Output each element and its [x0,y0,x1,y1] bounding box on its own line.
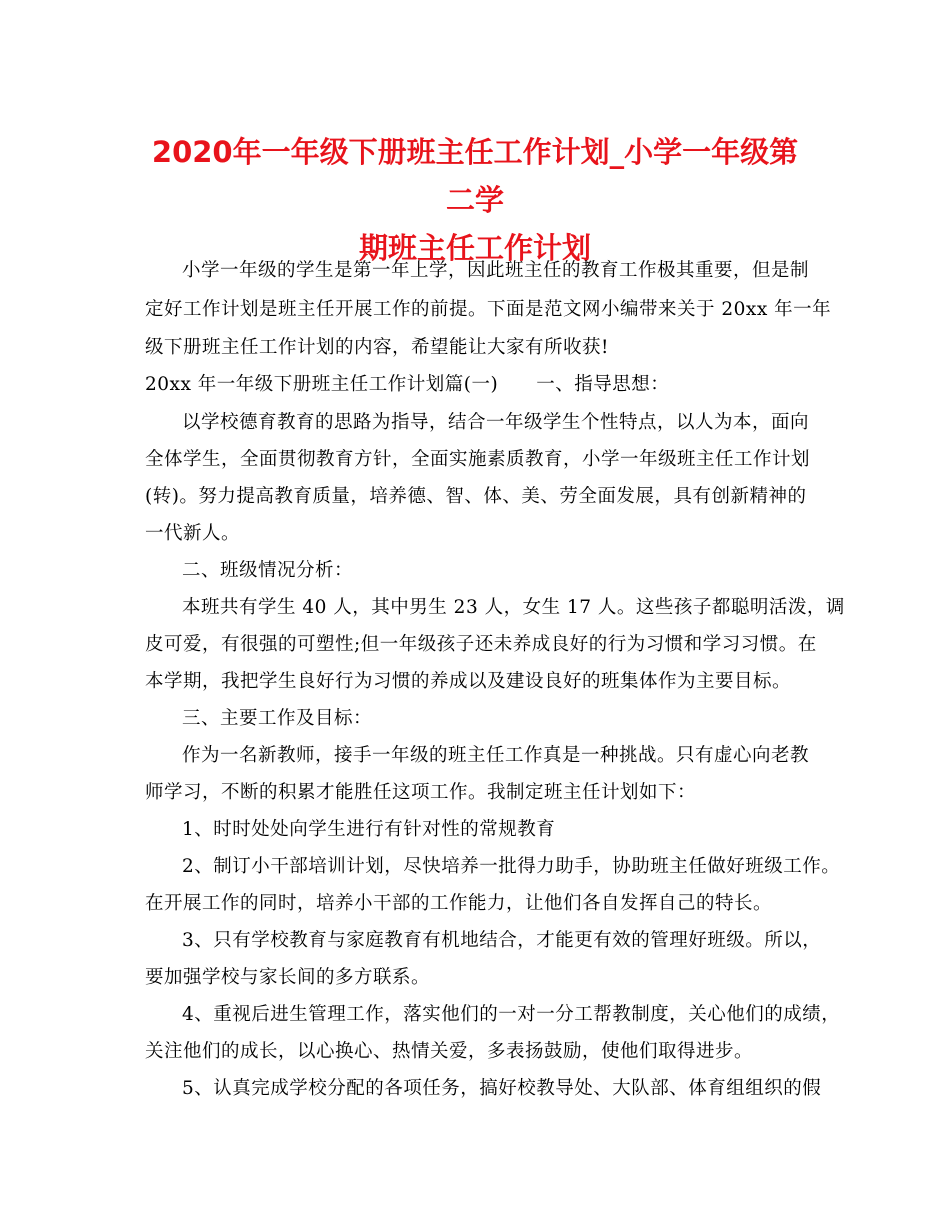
list-item: 3、只有学校教育与家庭教育有机地结合，才能更有效的管理好班级。所以， [182,930,822,951]
body-line: 本学期，我把学生良好行为习惯的养成以及建设良好的班集体作为主要目标。 [145,671,792,692]
body-line: 皮可爱，有很强的可塑性;但一年级孩子还未养成良好的行为习惯和学习习惯。在 [145,634,817,655]
title-line-2: 期班主任工作计划 [358,231,591,265]
body-line: 要加强学校与家长间的多方联系。 [145,967,431,988]
body-line: (转)。努力提高教育质量，培养德、智、体、美、劳全面发展，具有创新精神的 [145,486,807,507]
body-line: 本班共有学生 40 人，其中男生 23 人，女生 17 人。这些孩子都聪明活泼，调 [182,597,845,618]
body-line: 以学校德育教育的思路为指导，结合一年级学生个性特点，以人为本，面向 [182,412,810,433]
body-line: 小学一年级的学生是第一年上学，因此班主任的教育工作极其重要，但是制 [182,260,810,281]
section-heading: 20xx 年一年级下册班主任工作计划篇(一) 一、指导思想： [145,374,670,395]
body-line: 作为一名新教师，接手一年级的班主任工作真是一种挑战。只有虚心向老教 [182,745,810,766]
list-item: 1、时时处处向学生进行有针对性的常规教育 [182,819,556,840]
list-item: 4、重视后进生管理工作，落实他们的一对一分工帮教制度，关心他们的成绩， [182,1004,841,1025]
list-item: 5、认真完成学校分配的各项任务，搞好校教导处、大队部、体育组组织的假 [182,1078,822,1099]
body-line: 级下册班主任工作计划的内容，希望能让大家有所收获! [145,337,609,358]
body-line: 师学习，不断的积累才能胜任这项工作。我制定班主任计划如下： [145,782,697,803]
body-line: 定好工作计划是班主任开展工作的前提。下面是范文网小编带来关于 20xx 年一年 [145,299,832,320]
body-line: 全体学生，全面贯彻教育方针，全面实施素质教育，小学一年级班主任工作计划 [145,449,811,470]
title-line-1: 2020年一年级下册班主任工作计划_小学一年级第二学 [151,135,799,217]
body-line: 一代新人。 [145,523,241,544]
list-item: 2、制订小干部培训计划，尽快培养一批得力助手，协助班主任做好班级工作。 [182,856,841,877]
body-line: 在开展工作的同时，培养小干部的工作能力，让他们各自发挥自己的特长。 [145,893,773,914]
document-title [140,128,810,272]
body-line: 关注他们的成长，以心换心、热情关爱，多表扬鼓励，使他们取得进步。 [145,1041,754,1062]
section-heading: 三、主要工作及目标： [182,708,373,729]
section-heading: 二、班级情况分析： [182,560,354,581]
